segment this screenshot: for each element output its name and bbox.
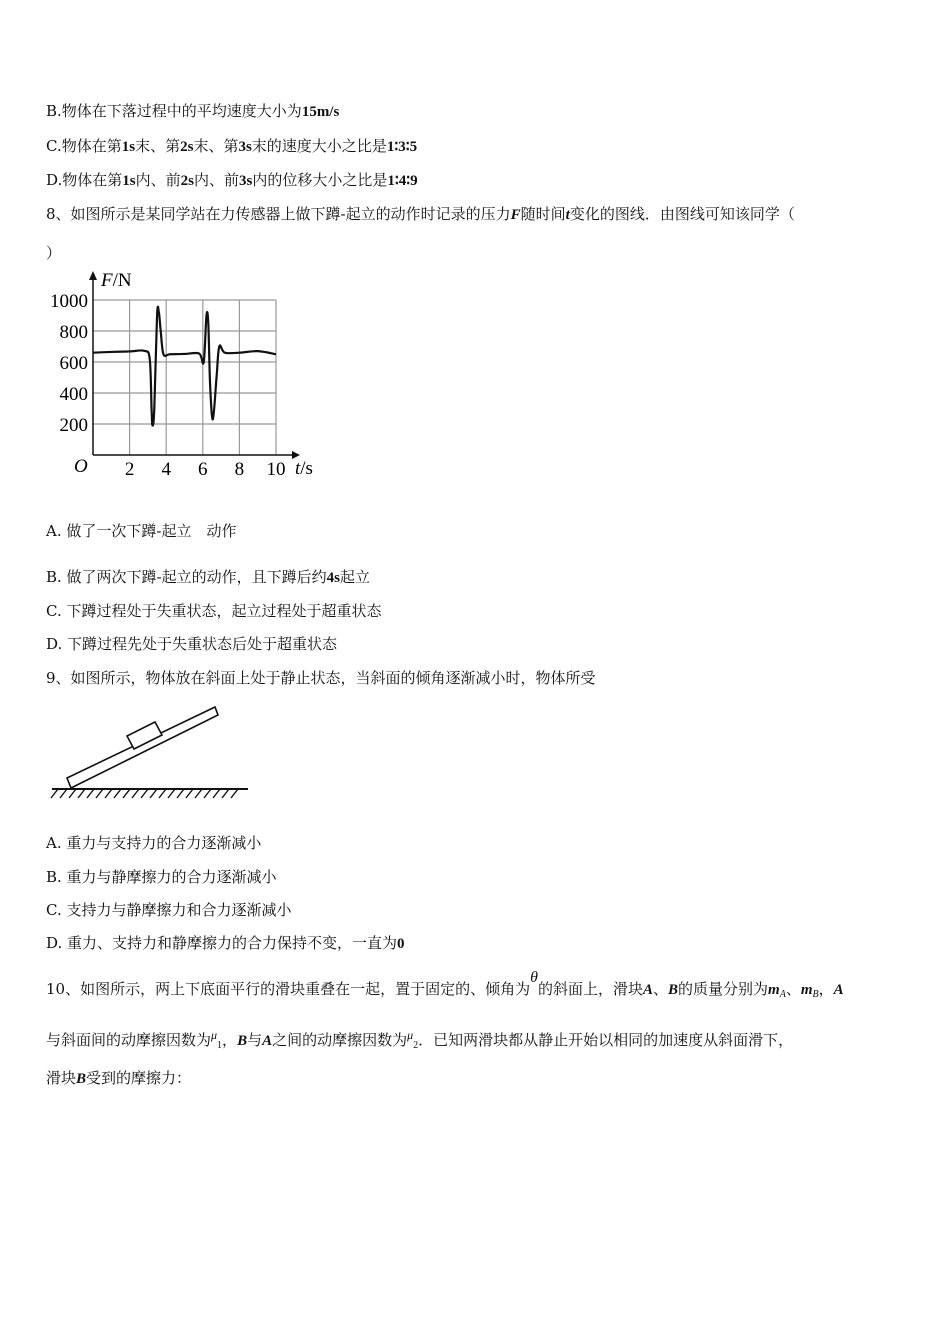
hatch-mark [69, 789, 76, 798]
incline-board [67, 707, 218, 788]
q9-option-d: D. 重力、支持力和静摩擦力的合力保持不变，一直为0 [46, 934, 405, 952]
y-tick-label: 600 [59, 353, 88, 374]
q8-option-b: B. 做了两次下蹲-起立的动作，且下蹲后约4s起立 [46, 568, 370, 586]
theta-symbol: θ [530, 969, 538, 986]
q9-stem: 9、如图所示，物体放在斜面上处于静止状态，当斜面的倾角逐渐减小时，物体所受 [46, 669, 596, 687]
hatch-mark [96, 789, 103, 798]
hatch-mark [78, 789, 85, 798]
x-tick-label: 4 [161, 459, 171, 480]
hatch-mark [87, 789, 94, 798]
x-tick-label: 2 [124, 459, 135, 480]
hatch-mark [123, 789, 130, 798]
q10-line-3: 滑块B受到的摩擦力： [46, 1069, 192, 1087]
chart-grid [93, 300, 276, 455]
hatch-mark [60, 789, 67, 798]
origin-label: O [74, 456, 88, 477]
hatch-mark [195, 789, 202, 798]
hatch-mark [231, 789, 238, 798]
q7-option-b: B.物体在下落过程中的平均速度大小为15m/s [46, 102, 340, 120]
hatch-mark [132, 789, 139, 798]
x-tick-label: 6 [198, 459, 208, 480]
chart-axes [89, 271, 300, 459]
hatch-mark [114, 789, 121, 798]
q8-stem-end: ） [46, 244, 62, 262]
hatch-mark [168, 789, 175, 798]
q7-option-c: C.物体在第1s末、第2s末、第3s末的速度大小之比是1∶3∶5 [46, 137, 418, 155]
hatch-mark [51, 789, 58, 798]
mu-symbol: μ [407, 1028, 414, 1042]
q9-option-b: B. 重力与静摩擦力的合力逐渐减小 [46, 868, 277, 886]
incline-diagram [48, 702, 258, 802]
q8-stem: 8、如图所示是某同学站在力传感器上做下蹲-起立的动作时记录的压力F随时间t变化的图线．由图线可知该同学（ [46, 205, 795, 223]
ground-hatching [51, 789, 238, 798]
y-axis-label: F/N [101, 270, 132, 291]
chart-tick-labels [50, 291, 286, 480]
y-tick-label: 800 [59, 322, 88, 343]
q8-option-c: C. 下蹲过程处于失重状态，起立过程处于超重状态 [46, 602, 382, 620]
hatch-mark [105, 789, 112, 798]
hatch-mark [141, 789, 148, 798]
x-tick-label: 10 [266, 459, 286, 480]
hatch-mark [204, 789, 211, 798]
y-tick-label: 1000 [50, 291, 88, 312]
force-curve [93, 307, 276, 426]
mu-symbol: μ [211, 1028, 218, 1042]
hatch-mark [213, 789, 220, 798]
y-tick-label: 200 [59, 415, 88, 436]
hatch-mark [186, 789, 193, 798]
q9-option-c: C. 支持力与静摩擦力和合力逐渐减小 [46, 901, 292, 919]
hatch-mark [222, 789, 229, 798]
q7-option-d: D.物体在第1s内、前2s内、前3s内的位移大小之比是1∶4∶9 [46, 171, 418, 189]
x-axis-label: t/s [295, 458, 313, 479]
y-axis-arrow [89, 271, 97, 280]
x-tick-label: 8 [234, 459, 245, 480]
q9-option-a: A. 重力与支持力的合力逐渐减小 [46, 834, 262, 852]
hatch-mark [150, 789, 157, 798]
y-tick-label: 400 [59, 384, 88, 405]
force-time-chart [40, 268, 330, 483]
hatch-mark [177, 789, 184, 798]
q8-option-a: A. 做了一次下蹲-起立 动作 [46, 522, 237, 540]
q8-option-d: D. 下蹲过程先处于失重状态后处于超重状态 [46, 635, 338, 653]
q10-line-1: 10、如图所示，两上下底面平行的滑块重叠在一起，置于固定的、倾角为θ的斜面上，滑块A、B的质量分别为$m_A$、$m_B$，A [46, 969, 844, 1000]
hatch-mark [159, 789, 166, 798]
q10-line-2: 与斜面间的动摩擦因数为$^\mu_1$，B与A之间的动摩擦因数为$^\mu_2$．已知两滑块都从静止开始以相同的加速度从斜面滑下， [46, 1028, 794, 1051]
